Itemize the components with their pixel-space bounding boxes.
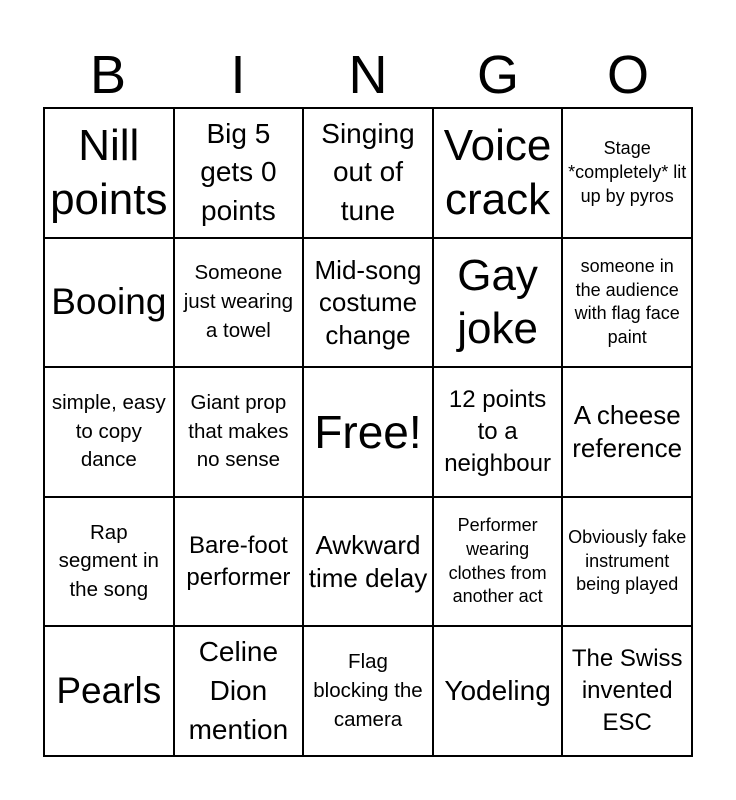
- bingo-cell[interactable]: [174, 238, 304, 368]
- bingo-cell[interactable]: [303, 238, 433, 368]
- bingo-cell[interactable]: [433, 108, 563, 238]
- cell-text: Someone just wearing a towel: [183, 261, 294, 342]
- bingo-cell[interactable]: [303, 108, 433, 238]
- bingo-cell[interactable]: [44, 367, 174, 497]
- bingo-cell[interactable]: [562, 108, 692, 238]
- bingo-cell[interactable]: [303, 497, 433, 627]
- cell-text: The Swiss invented ESC: [571, 645, 683, 737]
- cell-text: Flag blocking the camera: [313, 650, 423, 731]
- bingo-cell[interactable]: [433, 238, 563, 368]
- bingo-board: [43, 107, 693, 757]
- header-letter-n: N: [348, 45, 388, 105]
- cell-text: Pearls: [56, 670, 162, 712]
- cell-text: Stage *completely* lit up by pyros: [568, 138, 687, 206]
- bingo-cell[interactable]: [44, 238, 174, 368]
- bingo-cell[interactable]: [174, 367, 304, 497]
- cell-text: Big 5 gets 0 points: [200, 117, 277, 227]
- cell-text: Voice crack: [443, 121, 552, 224]
- header-letter-i: I: [230, 45, 246, 105]
- bingo-cell[interactable]: [174, 497, 304, 627]
- cell-text: simple, easy to copy dance: [51, 390, 166, 472]
- bingo-cell[interactable]: [562, 497, 692, 627]
- cell-text: Obviously fake instrument being played: [568, 526, 687, 595]
- header-letter-o: O: [606, 45, 649, 105]
- bingo-cell[interactable]: [562, 367, 692, 497]
- header-letter-b: B: [89, 45, 127, 105]
- cell-text: Celine Dion mention: [188, 636, 289, 745]
- bingo-cell[interactable]: [433, 497, 563, 627]
- cell-text: Awkward time delay: [308, 530, 428, 593]
- bingo-cell[interactable]: [44, 626, 174, 756]
- bingo-cell[interactable]: [433, 626, 563, 756]
- cell-text: Nill points: [50, 121, 168, 224]
- header-letter-g: G: [476, 45, 519, 105]
- bingo-cell[interactable]: [174, 108, 304, 238]
- cell-text: Booing: [51, 281, 167, 323]
- bingo-cell[interactable]: [174, 626, 304, 756]
- bingo-cell[interactable]: [303, 626, 433, 756]
- cell-text: Performer wearing clothes from another act: [448, 515, 547, 607]
- bingo-cell[interactable]: [562, 626, 692, 756]
- bingo-cell[interactable]: [44, 108, 174, 238]
- bingo-cell[interactable]: [433, 367, 563, 497]
- cell-text: someone in the audience with flag face paint: [574, 255, 680, 348]
- free-space-cell[interactable]: [303, 367, 433, 497]
- bingo-cell[interactable]: [44, 497, 174, 627]
- cell-text: Mid-song costume change: [314, 254, 422, 350]
- cell-text: 12 points to a neighbour: [444, 386, 551, 477]
- bingo-cell[interactable]: [562, 238, 692, 368]
- cell-text: Singing out of tune: [321, 117, 415, 227]
- cell-text: Gay joke: [457, 250, 538, 354]
- cell-text: Bare-foot performer: [186, 531, 291, 591]
- cell-text: Yodeling: [444, 674, 551, 706]
- free-space-text: Free!: [314, 405, 422, 458]
- cell-text: A cheese reference: [572, 400, 683, 463]
- bingo-header: [43, 44, 693, 106]
- cell-text: Giant prop that makes no sense: [188, 390, 289, 472]
- cell-text: Rap segment in the song: [58, 520, 159, 601]
